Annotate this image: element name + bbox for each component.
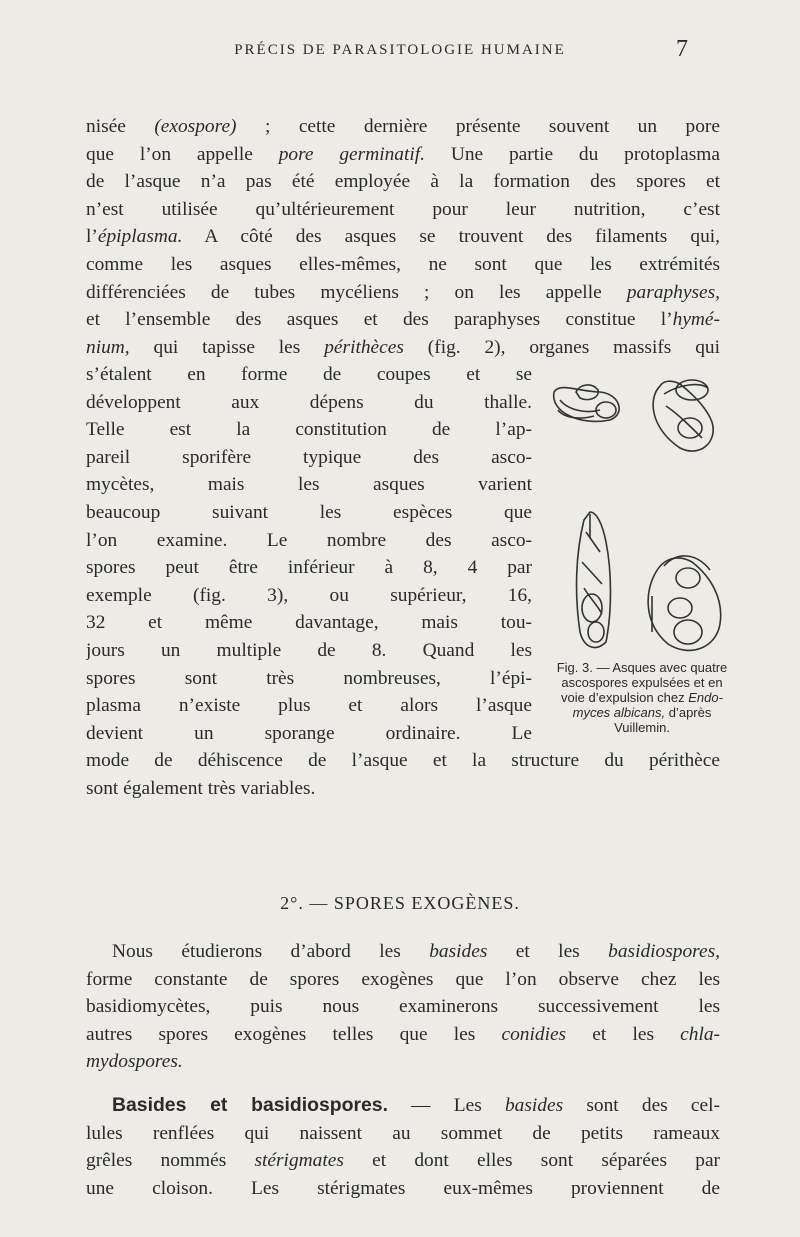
italic-term: chla- [680,1023,720,1045]
paragraph-asques-line: comme les asques elles-mêmes, ne sont que les extrémités [86,253,720,275]
paragraph-asques-wrapped-line: développent aux dépens du thalle. [86,391,532,413]
paragraph-spores-exogenes [86,938,720,1076]
italic-term: conidies [501,1023,567,1045]
figure-caption [552,660,732,735]
italic-term: basides [429,941,488,962]
paragraph-asques-line: n’est utilisée qu’ultérieurement pour leur nutrition, c’est [86,198,720,220]
paragraph-asques-wrapped-line: l’on examine. Le nombre des asco- [86,529,532,551]
paragraph-asques-wrapped-line: spores peut être inférieur à 8, 4 par [86,557,532,579]
italic-term: épiplasma. [97,226,183,248]
paragraph-basides-line: Basides et basidiospores. — Les basides sont des cel- [112,1094,720,1116]
italic-term: basidiospores, [608,941,720,962]
paragraph-asques-end-line: mode de déhiscence de l’asque et la structure du périthèce [86,750,720,771]
italic-term: mydospores. [86,1051,183,1073]
italic-term: nium, [86,336,130,358]
italic-term: basides [504,1095,564,1116]
paragraph-asques-line: et l’ensemble des asques et des paraphyses constitue l’hymé- [86,309,720,331]
ascus-drawing-4 [648,556,721,650]
paragraph-spores-exogenes-line: Nous étudierons d’abord les basides et les basidiospores, [112,941,720,962]
ascus-drawing-3 [577,512,611,647]
paragraph-asques-wrapped [86,361,532,747]
paragraph-basides-line: grêles nommés stérigmates et dont elles sont séparées par [86,1150,720,1172]
paragraph-spores-exogenes-line [86,1048,720,1076]
paragraph-spores-exogenes-line: basidiomycètes, puis nous examinerons successivement les [86,996,720,1018]
italic-term: périthèces [324,336,404,358]
caption-line: ascospores expulsées et en [561,675,723,690]
paragraph-asques-end-line: sont également très variables. [86,777,316,799]
caption-line: voie d’expulsion chez Endo- [561,690,723,705]
page-number: 7 [676,36,688,62]
caption-line: myces albicans, d’après [572,705,712,720]
paragraph-spores-exogenes-line: forme constante de spores exogènes que l’on observe chez les [86,968,720,990]
paragraph-asques-wrapped-line: mycètes, mais les asques varient [86,474,532,496]
paragraph-basides-line: lules renflées qui naissent au sommet de petits rameaux [86,1122,720,1144]
paragraph-asques-line: l’épiplasma. A côté des asques se trouvent des filaments qui, [86,226,720,248]
paragraph-asques-wrapped-line: jours un multiple de 8. Quand les [86,639,532,661]
italic-term: hymé- [672,309,720,331]
paragraph-basides-line: une cloison. Les stérigmates eux-mêmes proviennent de [86,1177,720,1199]
paragraph-asques-line: nium, qui tapisse les périthèces (fig. 2), organes massifs qui [86,336,720,358]
paragraph-asques-wrapped-line: Telle est la constitution de l’ap- [86,419,532,441]
paragraph-asques-line: nisée (exospore) ; cette dernière présente souvent un pore [86,116,720,137]
paragraph-asques-wrapped-line: beaucoup suivant les espèces que [86,501,532,523]
paragraph-asques-wrapped-line: pareil sporifère typique des asco- [86,446,532,468]
paragraph-asques-wrapped-line: devient un sporange ordinaire. Le [86,722,532,744]
running-header [0,36,800,62]
paragraph-asques-line: que l’on appelle pore germinatif. Une partie du protoplasma [86,143,720,165]
italic-term: paraphyses, [626,281,720,303]
running-title: PRÉCIS DE PARASITOLOGIE HUMAINE [234,42,566,58]
italic-term: (exospore) [154,116,237,137]
paragraph-spores-exogenes-line: autres spores exogènes telles que les conidies et les chla- [86,1023,720,1045]
paragraph-asques-wrapped-line: 32 et même davantage, mais tou- [86,612,532,634]
paragraph-asques-wrapped-line: spores sont très nombreuses, l’épi- [86,667,532,689]
paragraph-asques-line: de l’asque n’a pas été employée à la formation des spores et [86,171,720,193]
italic-term: pore germinatif. [278,143,425,165]
paragraph-asques-line: différenciées de tubes mycéliens ; on les appelle paraphyses, [86,281,720,303]
paragraph-asques-wrapped-line: exemple (fig. 3), ou supérieur, 16, [86,584,532,606]
caption-line: Vuillemin. [614,720,670,735]
paragraph-asques-wrapped-line: plasma n’existe plus et alors l’asque [86,695,532,717]
paragraph-asques-end [86,747,720,802]
ascus-drawing-1 [554,385,620,421]
paragraph-basides [86,1092,720,1202]
paragraph-asques [86,113,720,361]
ascus-drawing-2 [653,380,713,451]
paragraph-heading: Basides et basidiospores. [112,1094,388,1116]
section-title: 2°. — SPORES EXOGÈNES. [280,893,520,913]
caption-line: Fig. 3. — Asques avec quatre [556,660,728,675]
figure-asques-illustration [540,362,740,662]
italic-term: stérigmates [254,1150,344,1172]
paragraph-asques-wrapped-line: s’étalent en forme de coupes et se [86,364,532,385]
